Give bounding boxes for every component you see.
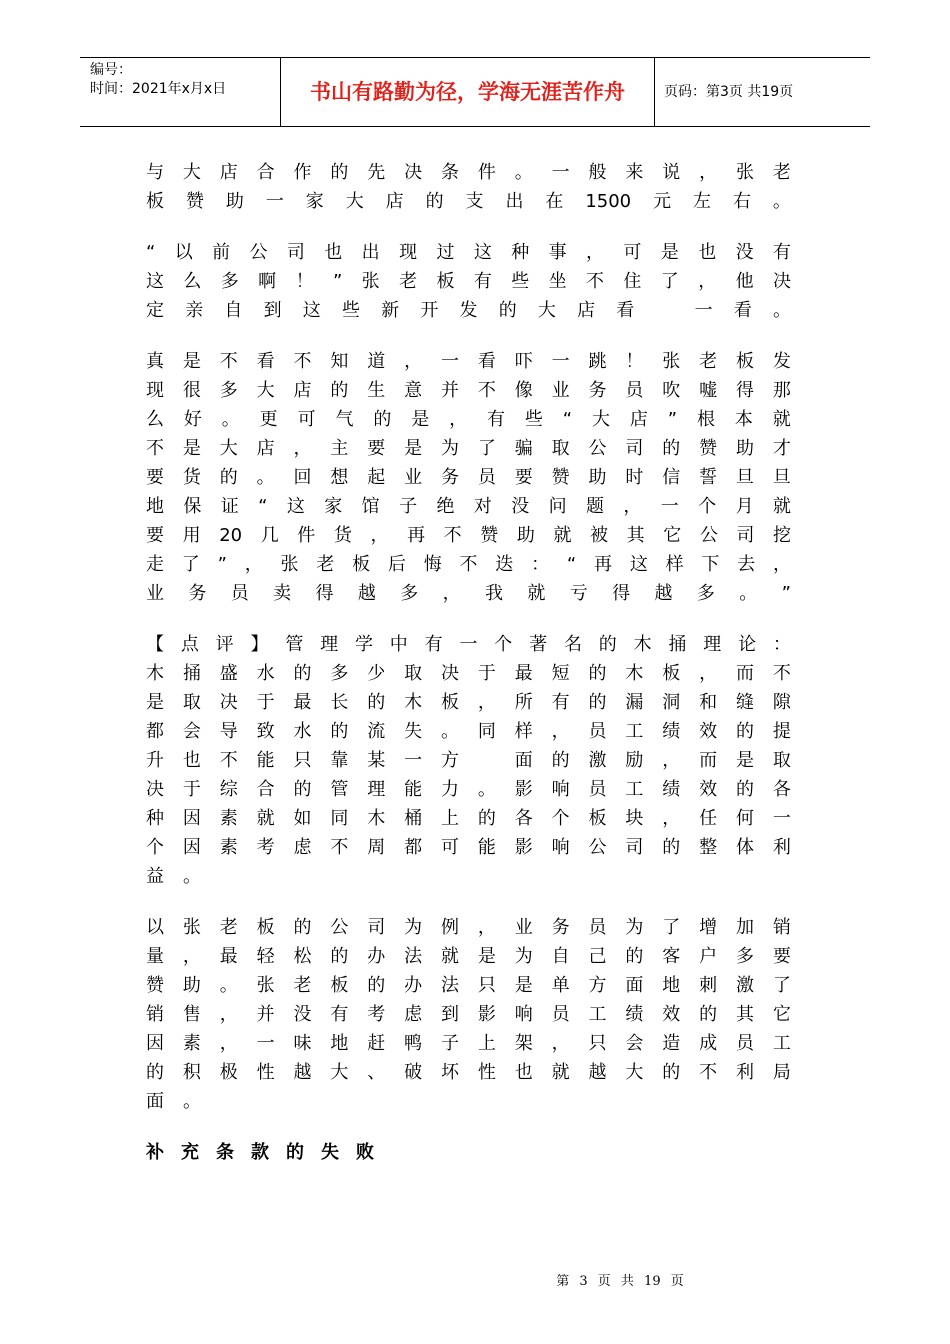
paragraph-line: 地 保 证 “ 这 家 馆 子 绝 对 没 问 题 ， 一 个 月 就 [146, 496, 791, 517]
paragraph-line: 么 好 。 更 可 气 的 是 ， 有 些 “ 大 店 ” 根 本 就 [146, 409, 791, 430]
paragraph-line: 决 于 综 合 的 管 理 能 力 。 影 响 员 工 绩 效 的 各 [146, 779, 791, 800]
paragraph-line: 【 点 评 】 管 理 学 中 有 一 个 著 名 的 木 捅 理 论 ： [146, 634, 791, 655]
paragraph-line: 销 售 ， 并 没 有 考 虑 到 影 响 员 工 绩 效 的 其 它 [146, 1004, 791, 1025]
page-header [80, 57, 870, 127]
paragraph-line: 现 很 多 大 店 的 生 意 并 不 像 业 务 员 吹 嘘 得 那 [146, 380, 791, 401]
paragraph-line: “ 以 前 公 司 也 出 现 过 这 种 事 ， 可 是 也 没 有 [146, 242, 791, 263]
paragraph-line: 不 是 大 店 ， 主 要 是 为 了 骗 取 公 司 的 赞 助 才 [146, 438, 791, 459]
paragraph-line: 益。 [146, 866, 220, 887]
paragraph-line: 这 么 多 啊 ！ ” 张 老 板 有 些 坐 不 住 了 ， 他 决 [146, 271, 791, 292]
paragraph-line: 真 是 不 看 不 知 道 ， 一 看 吓 一 跳 ！ 张 老 板 发 [146, 351, 791, 372]
paragraph-line: 要 用 20 几 件 货 ， 再 不 赞 助 就 被 其 它 公 司 挖 [146, 525, 791, 546]
paragraph-line: 的 积 极 性 越 大 、 破 坏 性 也 就 越 大 的 不 利 局 [146, 1062, 791, 1083]
paragraph-line: 业 务 员 卖 得 越 多 ， 我 就 亏 得 越 多 。 ” [146, 583, 791, 604]
paragraph-line: 板 赞 助 一 家 大 店 的 支 出 在 1500 元 左 右 。 [146, 191, 791, 212]
page-footer: 第 3 页 共 19 页 [556, 1274, 684, 1289]
document-body [146, 158, 791, 1167]
header-page-info: 页码：第3页 共19页 [664, 84, 794, 100]
paragraph-line: 走 了 ” ， 张 老 板 后 悔 不 迭 ： “ 再 这 样 下 去 ， [146, 554, 791, 575]
paragraph-line: 个 因 素 考 虑 不 周 都 可 能 影 响 公 司 的 整 体 利 [146, 837, 791, 858]
paragraph-line: 因 素 ， 一 味 地 赶 鸭 子 上 架 ， 只 会 造 成 员 工 [146, 1033, 791, 1054]
paragraph [146, 238, 791, 325]
paragraph-line: 以 张 老 板 的 公 司 为 例 ， 业 务 员 为 了 增 加 销 [146, 917, 791, 938]
paragraph-line: 要 货 的 。 回 想 起 业 务 员 要 赞 助 时 信 誓 旦 旦 [146, 467, 791, 488]
paragraph [146, 630, 791, 891]
paragraph-line: 定 亲 自 到 这 些 新 开 发 的 大 店 看 一 看 。 [146, 300, 791, 321]
paragraph-line: 种 因 素 就 如 同 木 桶 上 的 各 个 板 块 ， 任 何 一 [146, 808, 791, 829]
document-time-label: 时间：2021年x月x日 [90, 81, 227, 97]
paragraph [146, 913, 791, 1116]
paragraph-line: 与 大 店 合 作 的 先 决 条 件 。 一 般 来 说 ， 张 老 [146, 162, 791, 183]
paragraph-line: 木 捅 盛 水 的 多 少 取 决 于 最 短 的 木 板 ， 而 不 [146, 663, 791, 684]
paragraph-line: 是 取 决 于 最 长 的 木 板 ， 所 有 的 漏 洞 和 缝 隙 [146, 692, 791, 713]
paragraph-line: 赞 助 。 张 老 板 的 办 法 只 是 单 方 面 地 刺 激 了 [146, 975, 791, 996]
paragraph [146, 347, 791, 608]
paragraph-line: 面。 [146, 1091, 220, 1112]
header-motto: 书山有路勤为径，学海无涯苦作舟 [281, 58, 655, 126]
body-paragraphs [146, 158, 791, 1116]
paragraph-line: 量 ， 最 轻 松 的 办 法 就 是 为 自 己 的 客 户 多 要 [146, 946, 791, 967]
section-heading: 补充条款的失败 [146, 1142, 391, 1163]
paragraph-line: 都 会 导 致 水 的 流 失 。 同 样 ， 员 工 绩 效 的 提 [146, 721, 791, 742]
document-number-label: 编号： [90, 62, 132, 78]
paragraph-line: 升 也 不 能 只 靠 某 一 方 面 的 激 励 ， 而 是 取 [146, 750, 791, 771]
header-meta [80, 58, 281, 126]
paragraph [146, 158, 791, 216]
